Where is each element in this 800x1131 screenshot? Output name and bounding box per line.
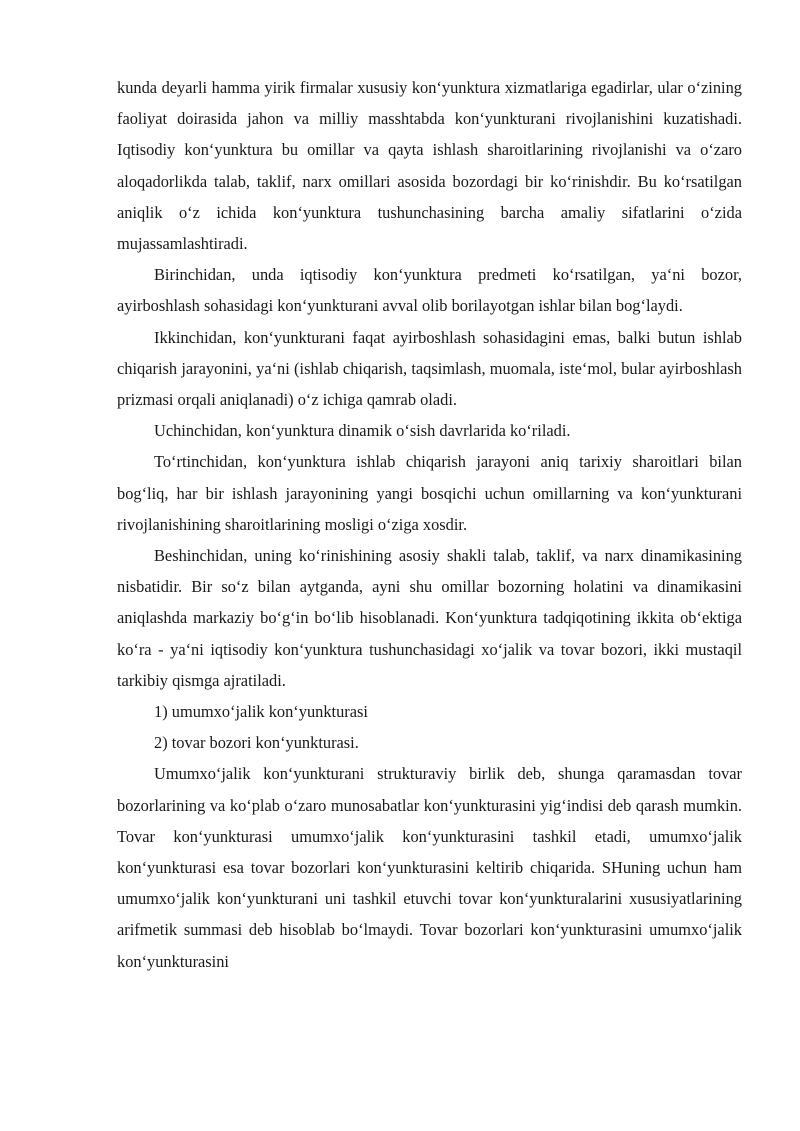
paragraph-continuation: kunda deyarli hamma yirik firmalar xususiy kon‘yunktura xizmatlariga egadirlar, ular o‘zining faoliyat doirasida jahon va milliy masshtabda kon‘yunkturani rivojlanishini kuzatishadi. Iqtisodiy kon‘yunktura bu omillar va qayta ishlash sharoitlarining rivojlanishi va o‘zaro aloqadorlikda talab, taklif, narx omillari asosida bozordagi bir ko‘rinishdir. Bu ko‘rsatilgan aniqlik o‘z ichida kon‘yunktura tushunchasining barcha amaliy sifatlarini o‘zida mujassamlashtiradi. xyxy=(117,78,742,254)
paragraph-general-conjuncture: Umumxo‘jalik kon‘yunkturani strukturaviy birlik deb, shunga qaramasdan tovar bozorlarining va ko‘plab o‘zaro munosabatlar kon‘yunkturasini yig‘indisi deb qarash mumkin. Tovar kon‘yunkturasi umumxo‘jalik kon‘yunkturasini tashkil etadi, umumxo‘jalik kon‘yunkturasi esa tovar bozorlari kon‘yunkturasini keltirib chiqarida. SHuning uchun ham umumxo‘jalik kon‘yunkturani uni tashkil etuvchi tovar kon‘yunkturalarini xususiyatlarining arifmetik summasi deb hisoblab bo‘lmaydi. Tovar bozorlari kon‘yunkturasini umumxo‘jalik kon‘yunkturasini xyxy=(117,764,742,971)
paragraph-first-point: Birinchidan, unda iqtisodiy kon‘yunktura predmeti ko‘rsatilgan, ya‘ni bozor, ayirboshlash sohasidagi kon‘yunkturani avval olib borilayotgan ishlar bilan bog‘laydi. xyxy=(117,265,742,316)
paragraph-second-point: Ikkinchidan, kon‘yunkturani faqat ayirboshlash sohasidagini emas, balki butun ishlab chiqarish jarayonini, ya‘ni (ishlab chiqarish, taqsimlash, muomala, iste‘mol, bular ayirboshlash prizmasi orqali aniqlanadi) o‘z ichiga qamrab oladi. xyxy=(117,327,742,410)
paragraph-third-point: Uchinchidan, kon‘yunktura dinamik o‘sish davrlarida ko‘riladi. xyxy=(154,421,571,441)
paragraph-fifth-point: Beshinchidan, uning ko‘rinishining asosiy shakli talab, taklif, va narx dinamikasining nisbatidir. Bir so‘z bilan aytganda, ayni shu omillar bozorning holatini va dinamikasini aniqlashda markaziy bo‘g‘in bo‘lib hisoblanadi. Kon‘yunktura tadqiqotining ikkita ob‘ektiga ko‘ra - ya‘ni iqtisodiy kon‘yunktura tushunchasidagi xo‘jalik va tovar bozori, ikki mustaqil tarkibiy qismga ajratiladi. xyxy=(117,546,742,690)
list-item-general-conjuncture: 1) umumxo‘jalik kon‘yunkturasi xyxy=(154,702,368,722)
paragraph-fourth-point: To‘rtinchidan, kon‘yunktura ishlab chiqarish jarayoni aniq tarixiy sharoitlari bilan bog‘liq, har bir ishlash jarayonining yangi bosqichi uchun omillarning va kon‘yunkturani rivojlanishining sharoitlarining mosligi o‘ziga xosdir. xyxy=(117,452,742,534)
document-page xyxy=(117,72,742,977)
list-item-commodity-market: 2) tovar bozori kon‘yunkturasi. xyxy=(154,733,359,753)
